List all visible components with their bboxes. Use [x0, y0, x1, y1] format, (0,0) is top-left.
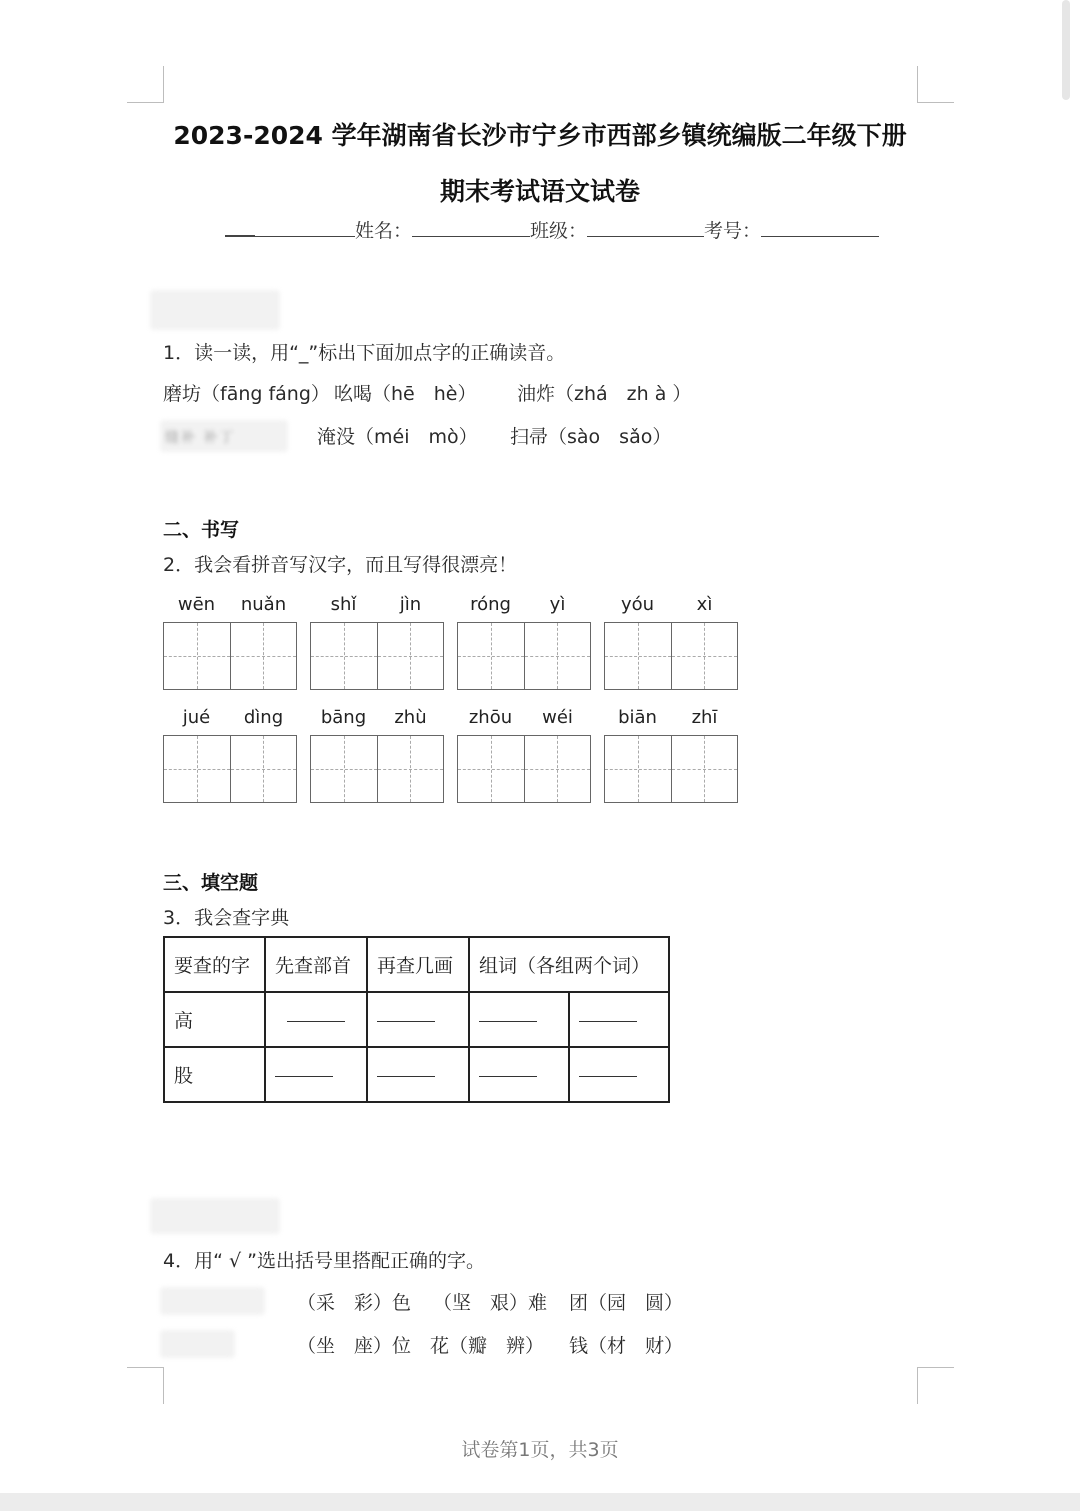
- q1-item: 吆喝（hē hè）: [334, 383, 477, 405]
- q2-prompt: 2．我会看拼音写汉字，而且写得很漂亮！: [163, 554, 518, 576]
- writing-box[interactable]: [231, 736, 297, 802]
- table-row: [164, 992, 669, 1047]
- pinyin-label: jué: [182, 707, 211, 728]
- answer-blank[interactable]: [469, 1047, 569, 1102]
- pinyin-label: nuǎn: [240, 594, 287, 615]
- q4-item: （坚 艰）难: [433, 1292, 548, 1314]
- answer-blank[interactable]: [469, 992, 569, 1047]
- writing-grid-group: [310, 594, 444, 690]
- answer-blank[interactable]: [265, 1047, 367, 1102]
- writing-box[interactable]: [378, 736, 444, 802]
- pinyin-label: wéi: [542, 707, 573, 728]
- table-header-row: [164, 937, 669, 992]
- blank-line: [479, 1019, 537, 1022]
- answer-blank[interactable]: [265, 992, 367, 1047]
- writing-box[interactable]: [525, 736, 591, 802]
- crop-mark-bottom-left: [127, 1367, 164, 1404]
- writing-box[interactable]: [605, 623, 672, 689]
- blank-line: [287, 1019, 345, 1022]
- blurred-word: [160, 1330, 235, 1358]
- pinyin-label: xì: [696, 594, 713, 615]
- writing-box[interactable]: [231, 623, 297, 689]
- writing-grid-group: [604, 594, 738, 690]
- exam-title-line2: 期末考试语文试卷: [439, 177, 640, 206]
- section3-heading: 三、填空题: [163, 872, 259, 894]
- table-header: 再查几画: [367, 937, 469, 992]
- answer-blank[interactable]: [367, 992, 469, 1047]
- pinyin-label: bāng: [320, 707, 367, 728]
- pinyin-label: zhī: [691, 707, 718, 728]
- school-blank: [225, 217, 255, 237]
- answer-blank[interactable]: [569, 1047, 669, 1102]
- q4-item: 花（瓣 辨）: [430, 1335, 545, 1357]
- writing-box[interactable]: [672, 623, 738, 689]
- pinyin-label: shǐ: [330, 594, 357, 615]
- table-cell-char: 高: [164, 992, 265, 1047]
- q1-prompt: 1．读一读，用“_”标出下面加点字的正确读音。: [163, 342, 566, 364]
- writing-grid-group: [457, 594, 591, 690]
- scrollbar[interactable]: [1062, 0, 1070, 100]
- writing-box[interactable]: [525, 623, 591, 689]
- q4-item: （坐 座）位: [297, 1335, 412, 1357]
- name-blank: [412, 218, 530, 237]
- writing-box[interactable]: [311, 623, 378, 689]
- blank-line: [377, 1019, 435, 1022]
- table-header: 组词（各组两个词）: [469, 937, 669, 992]
- q4-item: （采 彩）色: [297, 1292, 412, 1314]
- exam-no-blank: [761, 218, 879, 237]
- pinyin-label: yì: [549, 594, 566, 615]
- blurred-section-heading: [150, 1198, 280, 1234]
- writing-grid-group: [163, 707, 297, 803]
- blank-line: [275, 1074, 333, 1077]
- pinyin-label: yóu: [620, 594, 655, 615]
- q1-item: 油炸（zhá zh à ）: [517, 383, 692, 405]
- pinyin-label: zhōu: [468, 707, 513, 728]
- answer-blank[interactable]: [367, 1047, 469, 1102]
- table-header: 先查部首: [265, 937, 367, 992]
- crop-mark-top-left: [127, 66, 164, 103]
- exam-title-line1: 2023-2024 学年湖南省长沙市宁乡市西部乡镇统编版二年级下册: [173, 121, 907, 150]
- pinyin-label: zhù: [394, 707, 427, 728]
- writing-box[interactable]: [311, 736, 378, 802]
- q4-item: 团（园 圆）: [569, 1292, 684, 1314]
- student-info-line: [225, 216, 879, 243]
- page-separator: [0, 1493, 1080, 1511]
- blurred-word: [160, 1287, 265, 1315]
- q4-item: 钱（材 财）: [569, 1335, 684, 1357]
- crop-mark-bottom-right: [917, 1367, 954, 1404]
- answer-blank[interactable]: [569, 992, 669, 1047]
- writing-box[interactable]: [164, 623, 231, 689]
- table-header: 要查的字: [164, 937, 265, 992]
- section2-heading: 二、书写: [163, 519, 240, 541]
- exam-no-label: 考号：: [704, 220, 762, 242]
- q1-item: 磨坊（fāng fáng）: [163, 383, 330, 405]
- page-footer: 试卷第1页，共3页: [461, 1439, 619, 1461]
- blank-line: [579, 1074, 637, 1077]
- blank-line: [479, 1074, 537, 1077]
- class-label: 班级：: [530, 220, 588, 242]
- table-row: [164, 1047, 669, 1102]
- pinyin-label: jìn: [399, 594, 422, 615]
- q3-prompt: 3．我会查字典: [163, 907, 290, 929]
- blank-line: [377, 1074, 435, 1077]
- writing-box[interactable]: [458, 623, 525, 689]
- writing-box[interactable]: [378, 623, 444, 689]
- writing-box[interactable]: [672, 736, 738, 802]
- q4-prompt: 4．用“ √ ”选出括号里搭配正确的字。: [163, 1250, 485, 1272]
- writing-grid-group: [163, 594, 297, 690]
- pinyin-label: dìng: [243, 707, 284, 728]
- writing-box[interactable]: [458, 736, 525, 802]
- pinyin-label: biān: [618, 707, 657, 728]
- writing-grid-group: [310, 707, 444, 803]
- pinyin-label: róng: [470, 594, 511, 615]
- writing-grid-group: [604, 707, 738, 803]
- dictionary-table: [163, 936, 670, 1103]
- q1-item: 淹没（méi mò）: [317, 426, 478, 448]
- crop-mark-top-right: [917, 66, 954, 103]
- writing-box[interactable]: [164, 736, 231, 802]
- blank-line: [579, 1019, 637, 1022]
- blurred-word-text: 缝补 补丁: [165, 430, 236, 446]
- pinyin-label: wēn: [177, 594, 216, 615]
- writing-box[interactable]: [605, 736, 672, 802]
- blurred-section-heading: [150, 290, 280, 330]
- table-cell-char: 股: [164, 1047, 265, 1102]
- writing-grid-group: [457, 707, 591, 803]
- class-blank: [587, 218, 704, 237]
- name-label: 姓名：: [355, 220, 413, 242]
- q1-item: 扫帚（sào sǎo）: [510, 426, 672, 448]
